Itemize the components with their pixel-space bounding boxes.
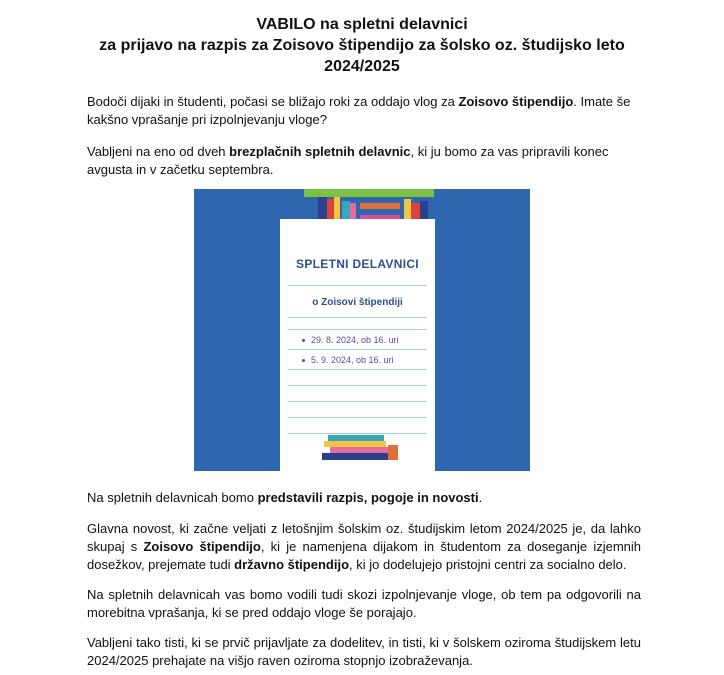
- bold-text: državno štipendijo: [234, 557, 350, 572]
- news-paragraph: [87, 520, 641, 574]
- title-line-1: VABILO na spletni delavnici: [256, 16, 468, 33]
- text-run: , ki ju bomo za vas pripravili konec avgusta in v začetku septembra.: [87, 144, 609, 177]
- bold-text: predstavili razpis, pogoje in novosti: [257, 490, 479, 505]
- workshop-content-paragraph: [87, 489, 641, 507]
- text-run: , ki jo dodelujejo pristojni centri za socialno delo.: [349, 557, 627, 572]
- title-line-3: 2024/2025: [324, 58, 400, 75]
- bold-text: Zoisovo štipendijo: [143, 539, 261, 554]
- books-illustration-bottom: [314, 429, 414, 467]
- text-run: Na spletnih delavnicah bomo: [87, 490, 258, 505]
- intro-paragraph: [87, 93, 641, 129]
- text-run: . Imate še kakšno vprašanje pri izpolnjevanju vloge?: [87, 94, 631, 127]
- invitation-paragraph: [87, 143, 641, 179]
- flyer-date-text: 5. 9. 2024, ob 16. uri: [311, 355, 394, 365]
- text-run: .: [478, 490, 483, 505]
- text-run: , ki je namenjena dijakom in študentom za doseganje izjemnih dosežkov, prejemate tudi: [87, 539, 641, 572]
- title-line-2: za prijavo na razpis za Zoisovo štipendijo za šolsko oz. študijsko leto: [99, 37, 625, 54]
- closing-paragraph: Vabljeni tako tisti, ki se prvič prijavljate za dodelitev, in tisti, ki v šolskem oziroma študijskem letu 2024/2025 prehajate na višjo raven oziroma stopnjo izobraževanja.: [87, 635, 641, 668]
- workshop-flyer-image: [194, 189, 530, 471]
- text-run: Bodoči dijaki in študenti, počasi se bližajo roki za oddajo vlog za: [87, 94, 459, 109]
- bold-text: Zoisovo štipendijo: [458, 94, 574, 109]
- flyer-title: SPLETNI DELAVNICI: [296, 257, 419, 271]
- guidance-paragraph: Na spletnih delavnicah vas bomo vodili tudi skozi izpolnjevanje vloge, ob tem pa odgovorili na morebitna vprašanja, ki se pred oddajo vloge še porajajo.: [87, 587, 641, 620]
- flyer-subtitle: o Zoisovi štipendiji: [312, 297, 403, 308]
- text-run: Glavna novost, ki začne veljati z letošnjim šolskim oz. študijskim letom 2024/2025 je, da lahko skupaj s: [87, 521, 641, 554]
- flyer-date-item: [302, 355, 394, 365]
- bold-text: brezplačnih spletnih delavnic: [229, 144, 411, 159]
- flyer-date-text: 29. 8. 2024, ob 16. uri: [311, 335, 399, 345]
- flyer-date-item: [302, 335, 399, 345]
- bullet-icon: [302, 339, 305, 342]
- text-run: Vabljeni na eno od dveh: [87, 144, 230, 159]
- bullet-icon: [302, 359, 305, 362]
- document-title: [0, 14, 724, 77]
